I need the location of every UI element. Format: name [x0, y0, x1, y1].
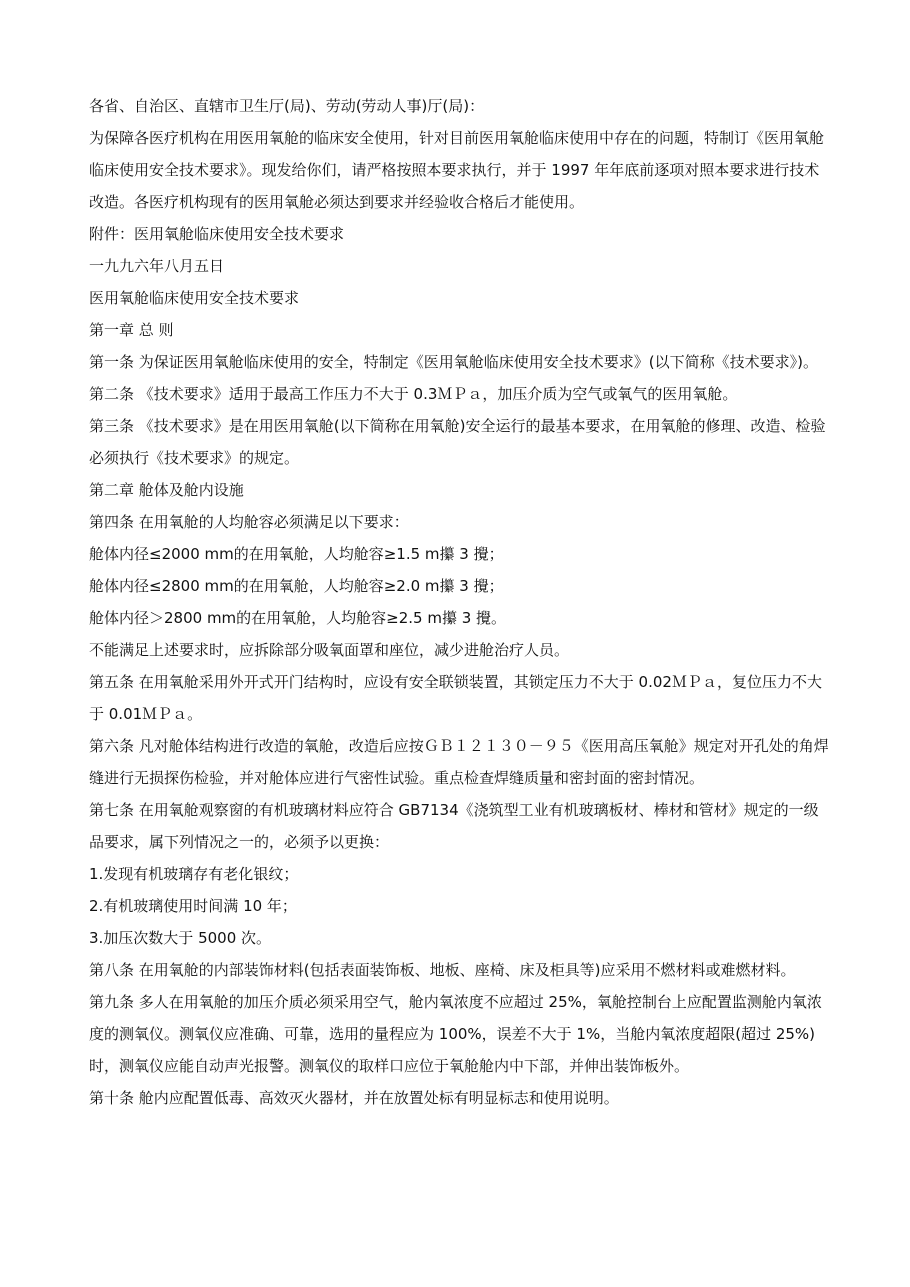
intro-paragraph: 为保障各医疗机构在用医用氧舱的临床安全使用，针对目前医用氧舱临床使用中存在的问题，特制订《医用氧舱临床使用安全技术要求》。现发给你们，请严格按照本要求执行，并于 1997 年年底前逐项对照本要求进行技术改造。各医疗机构现有的医用氧舱必须达到要求并经验收合格后才能使用。 [89, 129, 825, 211]
requirement-item: 舱体内径≤2800 mm的在用氧舱，人均舱容≥2.0 m攥 3 攪； [89, 577, 504, 595]
chapter-heading: 第二章 舱体及舱内设施 [89, 481, 244, 499]
list-item: 3.加压次数大于 5000 次。 [89, 929, 272, 947]
date-line: 一九九六年八月五日 [89, 257, 225, 275]
article-5: 第五条 在用氧舱采用外开式开门结构时，应设有安全联锁装置，其锁定压力不大于 0.02ＭＰａ，复位压力不大于 0.01ＭＰａ。 [89, 673, 822, 723]
article-7: 第七条 在用氧舱观察窗的有机玻璃材料应符合 GB7134《浇筑型工业有机玻璃板材、棒材和管材》规定的一级品要求，属下列情况之一的，必须予以更换： [89, 801, 819, 851]
list-item: 2.有机玻璃使用时间满 10 年； [89, 897, 297, 915]
article-1: 第一条 为保证医用氧舱临床使用的安全，特制定《医用氧舱临床使用安全技术要求》(以下简称《技术要求》)。 [89, 353, 818, 371]
article-10: 第十条 舱内应配置低毒、高效灭火器材，并在放置处标有明显标志和使用说明。 [89, 1089, 619, 1107]
chapter-heading: 第一章 总 则 [89, 321, 174, 339]
requirement-item: 舱体内径≤2000 mm的在用氧舱，人均舱容≥1.5 m攥 3 攪； [89, 545, 504, 563]
requirement-item: 舱体内径＞2800 mm的在用氧舱，人均舱容≥2.5 m攥 3 攪。 [89, 609, 507, 627]
article-6: 第六条 凡对舱体结构进行改造的氧舱，改造后应按ＧＢ１２１３０－９５《医用高压氧舱》规定对开孔处的角焊缝进行无损探伤检验，并对舱体应进行气密性试验。重点检查焊缝质量和密封面的密封情况。 [89, 737, 829, 787]
article-4: 第四条 在用氧舱的人均舱容必须满足以下要求： [89, 513, 409, 531]
document-body [89, 90, 829, 1114]
article-2: 第二条 《技术要求》适用于最高工作压力不大于 0.3ＭＰａ，加压介质为空气或氧气的医用氧舱。 [89, 385, 738, 403]
article-3: 第三条 《技术要求》是在用医用氧舱(以下简称在用氧舱)安全运行的最基本要求，在用氧舱的修理、改造、检验必须执行《技术要求》的规定。 [89, 417, 826, 467]
list-item: 1.发现有机玻璃存有老化银纹； [89, 865, 299, 883]
requirement-note: 不能满足上述要求时，应拆除部分吸氧面罩和座位，减少进舱治疗人员。 [89, 641, 570, 659]
document-title: 医用氧舱临床使用安全技术要求 [89, 289, 300, 307]
salutation: 各省、自治区、直辖市卫生厅(局)、劳动(劳动人事)厅(局)： [89, 97, 485, 115]
article-9: 第九条 多人在用氧舱的加压介质必须采用空气，舱内氧浓度不应超过 25%，氧舱控制台上应配置监测舱内氧浓度的测氧仪。测氧仪应准确、可靠，选用的量程应为 100%，误差不大于 1%，当舱内氧浓度超限(超过 25%)时，测氧仪应能自动声光报警。测氧仪的取样口应位于氧舱舱内中下部，并伸出装饰板外。 [89, 993, 822, 1075]
article-8: 第八条 在用氧舱的内部装饰材料(包括表面装饰板、地板、座椅、床及柜具等)应采用不燃材料或难燃材料。 [89, 961, 796, 979]
attachment-line: 附件：医用氧舱临床使用安全技术要求 [89, 225, 345, 243]
